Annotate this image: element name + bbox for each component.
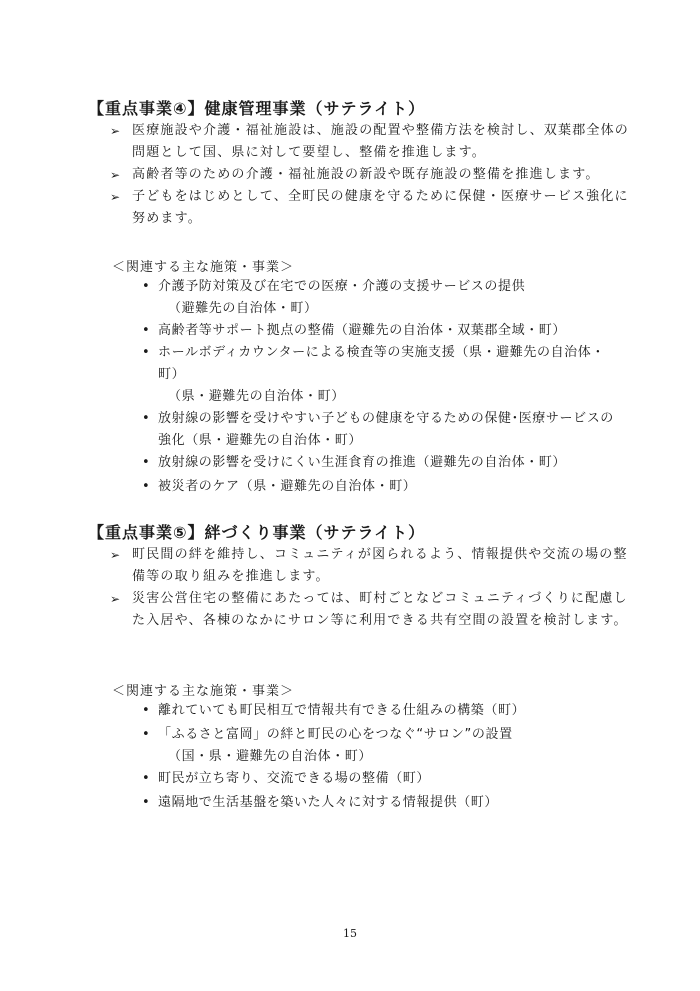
bullet-icon: • bbox=[142, 279, 150, 294]
policy-point-text: 災害公営住宅の整備にあたっては、町村ごとなどコミュニティづくりに配慮した入居や、各棟のなかにサロン等に利用できる共有空間の設置を検討します。 bbox=[132, 591, 628, 628]
related-measure-item bbox=[142, 476, 622, 498]
policy-point-text: 子どもをはじめとして、全町民の健康を守るために保健・医療サービス強化に努めます。 bbox=[132, 189, 629, 226]
arrow-icon: ➢ bbox=[110, 124, 121, 138]
arrow-icon: ➢ bbox=[110, 190, 121, 204]
policy-point bbox=[110, 186, 630, 230]
related-measure-text: 放射線の影響を受けにくい生涯食育の推進（避難先の自治体・町） bbox=[158, 455, 567, 470]
related-measure-item bbox=[142, 724, 622, 768]
related-measure-scope: （国・県・避難先の自治体・町） bbox=[168, 749, 373, 764]
related-measures-heading: ＜関連する主な施策・事業＞ bbox=[112, 260, 295, 275]
related-measure-text: ホールボディカウンターによる検査等の実施支援（県・避難先の自治体・町） bbox=[158, 345, 605, 382]
related-measure-text: 「ふるさと富岡」の絆と町民の心をつなぐ“サロン”の設置 bbox=[158, 727, 513, 742]
policy-point-text: 町民間の絆を維持し、コミュニティが図られるよう、情報提供や交流の場の整備等の取り組みを推進します。 bbox=[132, 547, 628, 584]
related-measure-text: 町民が立ち寄り、交流できる場の整備（町） bbox=[158, 771, 431, 786]
related-measure-text: 放射線の影響を受けやすい子どもの健康を守るための保健･医療サービスの強化（県・避難先の自治体・町） bbox=[158, 411, 614, 448]
bullet-icon: • bbox=[142, 323, 150, 338]
section-heading: 【重点事業④】健康管理事業（サテライト） bbox=[88, 99, 426, 118]
policy-point bbox=[110, 164, 630, 186]
bullet-icon: • bbox=[142, 703, 150, 718]
related-measure-item bbox=[142, 452, 622, 474]
policy-point-text: 医療施設や介護・福祉施設は、施設の配置や整備方法を検討し、双葉郡全体の問題として国、県に対して要望し、整備を推進します。 bbox=[132, 123, 630, 160]
related-measure-item bbox=[142, 768, 622, 790]
related-measure-text: 離れていても町民相互で情報共有できる仕組みの構築（町） bbox=[158, 703, 526, 718]
related-measure-item bbox=[142, 342, 622, 408]
bullet-icon: • bbox=[142, 479, 150, 494]
bullet-icon: • bbox=[142, 771, 150, 786]
related-measure-text: 遠隔地で生活基盤を築いた人々に対する情報提供（町） bbox=[158, 795, 499, 810]
arrow-icon: ➢ bbox=[110, 548, 121, 562]
bullet-icon: • bbox=[142, 455, 150, 470]
policy-point bbox=[110, 544, 630, 588]
related-measure-item bbox=[142, 792, 622, 814]
page-number: 15 bbox=[343, 927, 357, 940]
arrow-icon: ➢ bbox=[110, 592, 121, 606]
section-heading: 【重点事業⑤】絆づくり事業（サテライト） bbox=[88, 523, 426, 542]
related-measure-item bbox=[142, 320, 622, 342]
related-measure-text: 被災者のケア（県・避難先の自治体・町） bbox=[158, 479, 417, 494]
related-measure-scope: （県・避難先の自治体・町） bbox=[168, 389, 345, 404]
related-measure-text: 介護予防対策及び在宅での医療・介護の支援サービスの提供 bbox=[158, 279, 526, 294]
related-measure-text: 高齢者等サポート拠点の整備（避難先の自治体・双葉郡全域・町） bbox=[158, 323, 567, 338]
arrow-icon: ➢ bbox=[110, 168, 121, 182]
bullet-icon: • bbox=[142, 411, 150, 426]
bullet-icon: • bbox=[142, 345, 150, 360]
related-measure-item bbox=[142, 700, 622, 722]
policy-point-text: 高齢者等のための介護・福祉施設の新設や既存施設の整備を推進します。 bbox=[132, 167, 600, 182]
bullet-icon: • bbox=[142, 727, 150, 742]
policy-point bbox=[110, 588, 630, 632]
related-measure-item bbox=[142, 276, 622, 320]
bullet-icon: • bbox=[142, 795, 150, 810]
policy-point bbox=[110, 120, 630, 164]
related-measure-item bbox=[142, 408, 622, 452]
related-measures-heading: ＜関連する主な施策・事業＞ bbox=[112, 684, 295, 699]
related-measure-scope: （避難先の自治体・町） bbox=[168, 301, 318, 316]
